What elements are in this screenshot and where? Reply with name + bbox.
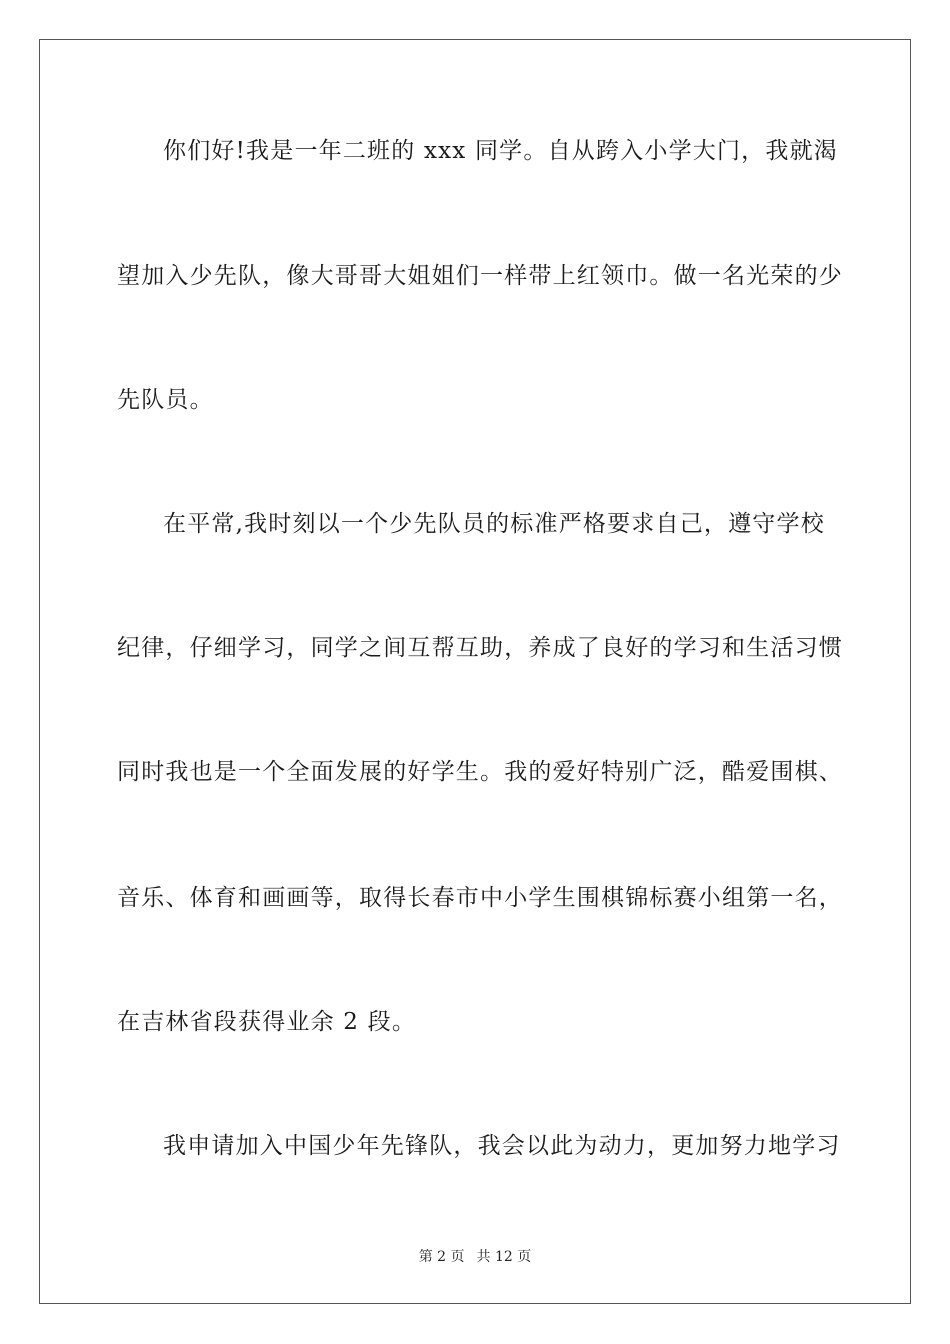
- paragraph-line: 音乐、体育和画画等，取得长春市中小学生围棋锦标赛小组第一名，: [117, 885, 843, 911]
- paragraph-line: 纪律，仔细学习，同学之间互帮互助，养成了良好的学习和生活习惯: [117, 635, 843, 661]
- paragraph-line: 同时我也是一个全面发展的好学生。我的爱好特别广泛，酷爱围棋、: [117, 759, 843, 785]
- page-total: 共 12 页: [476, 1249, 532, 1265]
- paragraph-line: 望加入少先队，像大哥哥大姐姐们一样带上红领巾。做一名光荣的少: [117, 263, 843, 289]
- paragraph-line: 你们好!我是一年二班的 xxx 同学。自从跨入小学大门，我就渴: [163, 138, 838, 164]
- paragraph-line: 在吉林省段获得业余 2 段。: [117, 1009, 417, 1035]
- paragraph-line: 先队员。: [117, 387, 214, 413]
- page-number: 第 2 页: [418, 1249, 465, 1265]
- paragraph-line: 在平常,我时刻以一个少先队员的标准严格要求自己，遵守学校: [163, 511, 825, 537]
- page-border: [39, 39, 911, 1304]
- paragraph-line: 我申请加入中国少年先锋队，我会以此为动力，更加努力地学习: [163, 1133, 841, 1159]
- page-footer: [0, 1248, 950, 1266]
